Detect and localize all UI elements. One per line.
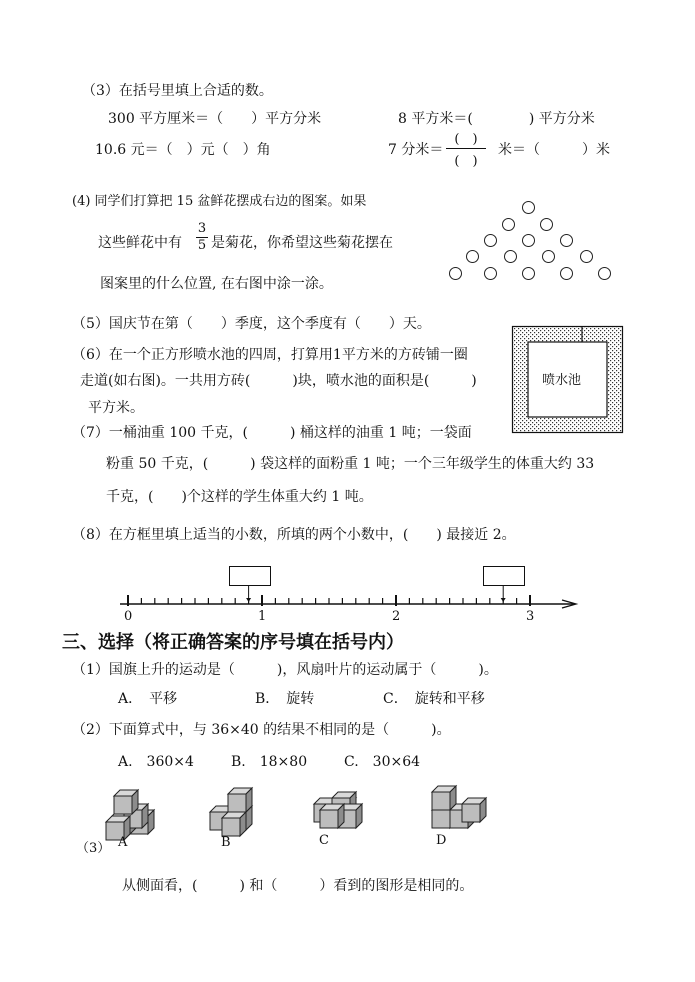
- q5-text[interactable]: （5）国庆节在第（ ）季度，这个季度有（ ）天。: [72, 316, 431, 332]
- q7-line1[interactable]: （7）一桶油重 100 千克，( ) 桶这样的油重 1 吨；一袋面: [72, 425, 472, 441]
- tick-label-1: 1: [258, 609, 267, 624]
- q3-line2-prefix: 7 分米＝: [388, 142, 444, 158]
- figure-label-c: C: [319, 833, 329, 848]
- c2-text[interactable]: （2）下面算式中，与 36×40 的结果不相同的是（ )。: [72, 722, 451, 738]
- q6-line1: （6）在一个正方形喷水池的四周，打算用1平方米的方砖铺一圈: [72, 347, 468, 363]
- q4-line1: (4) 同学们打算把 15 盆鲜花摆成右边的图案。如果: [72, 194, 367, 209]
- figure-a-icon[interactable]: [106, 790, 154, 840]
- c3-number: （3）: [76, 841, 111, 856]
- c2-option-b[interactable]: B. 18×80: [231, 754, 308, 770]
- pool-label: 喷水池: [542, 373, 582, 388]
- c1-text[interactable]: （1）国旗上升的运动是（ )，风扇叶片的运动属于（ )。: [72, 662, 498, 678]
- cube-figures: [100, 780, 500, 840]
- q6-line2[interactable]: 走道(如右图)。一共用方砖( )块，喷水池的面积是( ): [80, 373, 477, 389]
- answer-box-2[interactable]: [483, 566, 525, 586]
- tick-label-3: 3: [526, 609, 535, 624]
- tick-label-2: 2: [392, 609, 401, 624]
- figure-label-b: B: [221, 835, 231, 850]
- c3-text[interactable]: 从侧面看，( ) 和（ ）看到的图形是相同的。: [122, 878, 474, 894]
- section-heading: 三、选择（将正确答案的序号填在括号内）: [62, 632, 404, 653]
- q3-blank-2[interactable]: 8 平方米＝( ) 平方分米: [398, 111, 595, 127]
- q7-line2[interactable]: 粉重 50 千克，( ) 袋这样的面粉重 1 吨；一个三年级学生的体重大约 33: [106, 456, 595, 472]
- q6-line3: 平方米。: [88, 400, 144, 416]
- fraction-numerator[interactable]: ( ): [454, 132, 478, 147]
- figure-label-a: A: [118, 835, 128, 850]
- q4-line2-prefix: 这些鲜花中有: [98, 235, 182, 251]
- c1-option-a[interactable]: A． 平移: [118, 691, 178, 707]
- fraction-denominator[interactable]: ( ): [454, 154, 478, 169]
- c1-option-b[interactable]: B． 旋转: [255, 691, 315, 707]
- c2-option-c[interactable]: C. 30×64: [344, 754, 421, 770]
- q3-blank-1[interactable]: 300 平方厘米＝（ ）平方分米: [108, 111, 322, 127]
- q4-line3: 图案里的什么位置, 在右图中涂一涂。: [100, 276, 333, 292]
- q3-blank-3[interactable]: 10.6 元＝（ ）元（ ）角: [95, 142, 271, 158]
- q4-line2-suffix: 是菊花，你希望这些菊花摆在: [211, 235, 393, 251]
- figure-c-icon[interactable]: [314, 792, 362, 828]
- q7-line3[interactable]: 千克，( )个这样的学生体重大约 1 吨。: [106, 489, 373, 505]
- c1-option-c[interactable]: C． 旋转和平移: [383, 691, 485, 707]
- tick-label-0: 0: [124, 609, 133, 624]
- c2-option-a[interactable]: A. 360×4: [118, 754, 194, 770]
- fraction-denominator: 5: [197, 238, 207, 253]
- q3-title: （3）在括号里填上合适的数。: [82, 83, 273, 99]
- figure-label-d: D: [436, 833, 447, 848]
- figure-b-icon[interactable]: [210, 788, 252, 836]
- fraction-numerator: 3: [197, 221, 207, 236]
- figure-d-icon[interactable]: [432, 786, 486, 828]
- answer-box-1[interactable]: [229, 566, 271, 586]
- q8-text[interactable]: （8）在方框里填上适当的小数，所填的两个小数中，( ) 最接近 2。: [72, 527, 516, 543]
- arrow-down-icon: [246, 598, 251, 602]
- arrow-down-icon: [501, 598, 506, 602]
- q3-blank-4[interactable]: 米＝（ ）米: [498, 142, 610, 158]
